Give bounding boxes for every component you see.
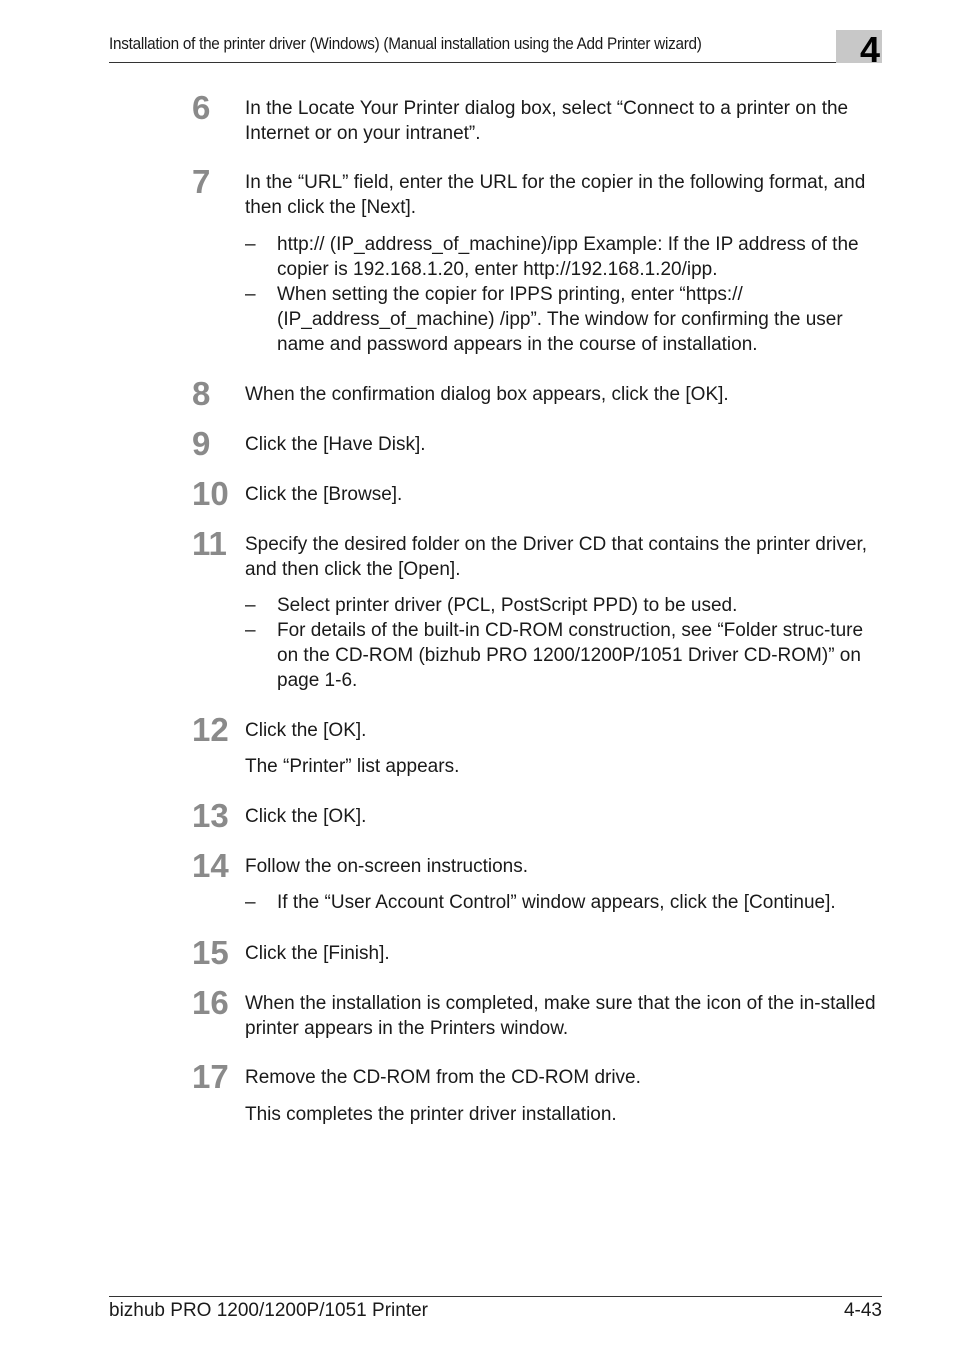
step-text: When the installation is completed, make sure that the icon of the in-stalled printer appears in the Printers window. (245, 993, 876, 1039)
footer-page-number: 4-43 (843, 1300, 882, 1321)
bullet-text: If the “User Account Control” window appears, click the [Continue]. (277, 892, 836, 913)
bullet-dash: – (245, 620, 256, 641)
chapter-tab (836, 29, 882, 70)
step-text: Click the [Finish]. (245, 943, 390, 964)
footer-rule (109, 1296, 882, 1297)
step-text: In the “URL” field, enter the URL for the copier in the following format, and then click the [Next]. (245, 172, 866, 218)
step-text: Click the [Browse]. (245, 484, 403, 505)
step-number: 15 (192, 934, 229, 971)
step-number: 6 (192, 89, 211, 126)
step-text: Click the [OK]. (245, 720, 367, 741)
bullet-dash: – (245, 595, 256, 616)
step-text: Click the [OK]. (245, 806, 367, 827)
header-rule (109, 62, 882, 63)
step-number: 14 (192, 847, 229, 884)
step-text: In the Locate Your Printer dialog box, select “Connect to a printer on the Internet or on your intranet”. (245, 98, 849, 144)
step-number: 9 (192, 425, 211, 462)
bullet-dash: – (245, 892, 256, 913)
step-text: Click the [Have Disk]. (245, 434, 426, 455)
bullet-dash: – (245, 234, 256, 255)
step-number: 7 (192, 163, 211, 200)
step-number: 12 (192, 711, 229, 748)
bullet-dash: – (245, 284, 256, 305)
bullet-text: For details of the built-in CD-ROM construction, see “Folder struc-ture on the CD-ROM (bizhub PRO 1200/1200P/1051 Driver CD-ROM)” on page 1-6. (277, 620, 864, 691)
step-result-note: The “Printer” list appears. (245, 756, 460, 777)
bullet-text: When setting the copier for IPPS printing, enter “https:// (IP_address_of_machine) /ipp”. The window for confirming the user name and password appears in the course of installation. (277, 284, 843, 355)
step-number: 10 (192, 475, 229, 512)
step-number: 11 (192, 525, 227, 562)
footer-product-name: bizhub PRO 1200/1200P/1051 Printer (109, 1300, 428, 1321)
step-number: 8 (192, 375, 211, 412)
chapter-number: 4 (859, 29, 880, 70)
step-text: When the confirmation dialog box appears, click the [OK]. (245, 384, 729, 405)
bullet-text: Select printer driver (PCL, PostScript PPD) to be used. (277, 595, 738, 616)
step-number: 13 (192, 797, 229, 834)
step-result-note: This completes the printer driver installation. (245, 1104, 617, 1125)
step-text: Specify the desired folder on the Driver CD that contains the printer driver, and then click the [Open]. (245, 534, 868, 580)
bullet-text: http:// (IP_address_of_machine)/ipp Example: If the IP address of the copier is 192.168.1.20, enter http://192.168.1.20/ipp. (277, 234, 859, 280)
running-header-title: Installation of the printer driver (Windows) (Manual installation using the Add Printer wizard) (109, 34, 702, 53)
step-text: Remove the CD-ROM from the CD-ROM drive. (245, 1067, 641, 1088)
step-number: 17 (192, 1058, 229, 1095)
step-number: 16 (192, 984, 229, 1021)
step-text: Follow the on-screen instructions. (245, 856, 529, 877)
